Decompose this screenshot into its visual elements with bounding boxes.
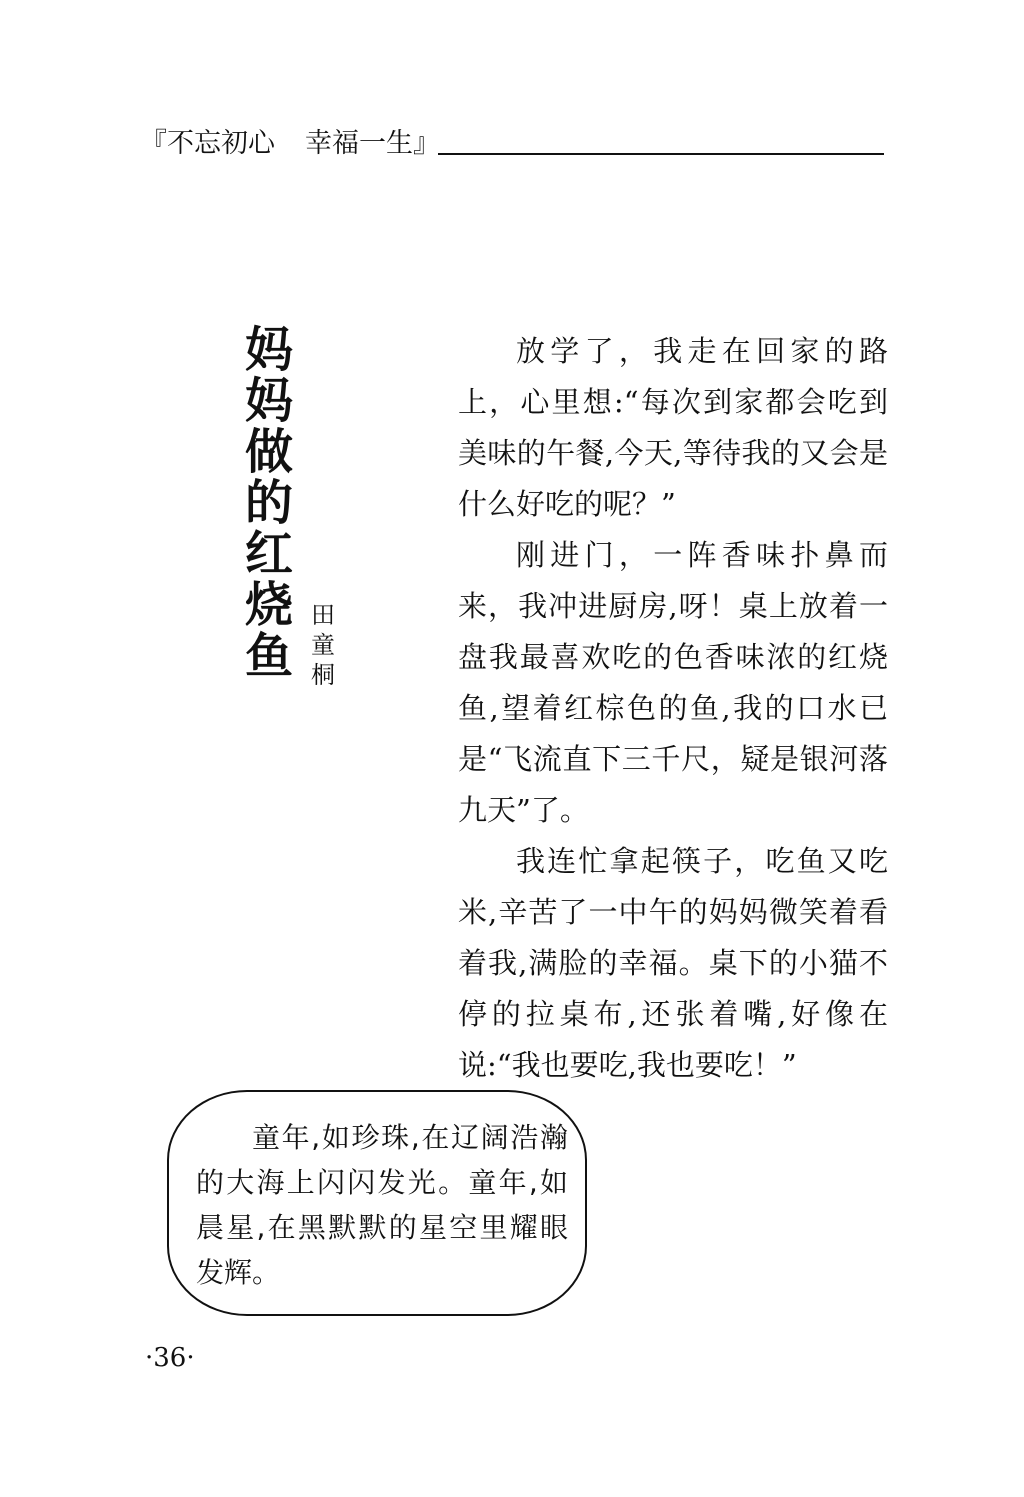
- article-title: 妈 妈 做 的 红 烧 鱼: [244, 322, 293, 684]
- running-header: [140, 128, 440, 160]
- paragraph-2: 刚进门，一阵香味扑鼻而来，我冲进厨房,呀！桌上放着一盘我最喜欢吃的色香味浓的红烧鱼,望着红棕色的鱼,我的口水已是“飞流直下三千尺，疑是银河落九天”了。: [458, 538, 888, 827]
- article-author: 田 童 桐: [311, 601, 335, 689]
- header-part-1: 『不忘初心: [140, 128, 275, 159]
- paragraph-3: 我连忙拿起筷子，吃鱼又吃米,辛苦了一中午的妈妈微笑着看着我,满脸的幸福。桌下的小猫不停的拉桌布,还张着嘴,好像在说:“我也要吃,我也要吃！”: [458, 844, 888, 1082]
- paragraph-1: 放学了，我走在回家的路上，心里想:“每次到家都会吃到美味的午餐,今天,等待我的又会是什么好吃的呢？”: [458, 334, 888, 521]
- quote-bubble-text: 童年,如珍珠,在辽阔浩瀚的大海上闪闪发光。童年,如晨星,在黑默默的星空里耀眼发辉。: [196, 1121, 568, 1289]
- header-part-2: 幸福一生』: [305, 128, 440, 159]
- header-rule: [438, 153, 884, 155]
- article-body: [458, 326, 888, 1091]
- page-number: ·36·: [145, 1343, 195, 1373]
